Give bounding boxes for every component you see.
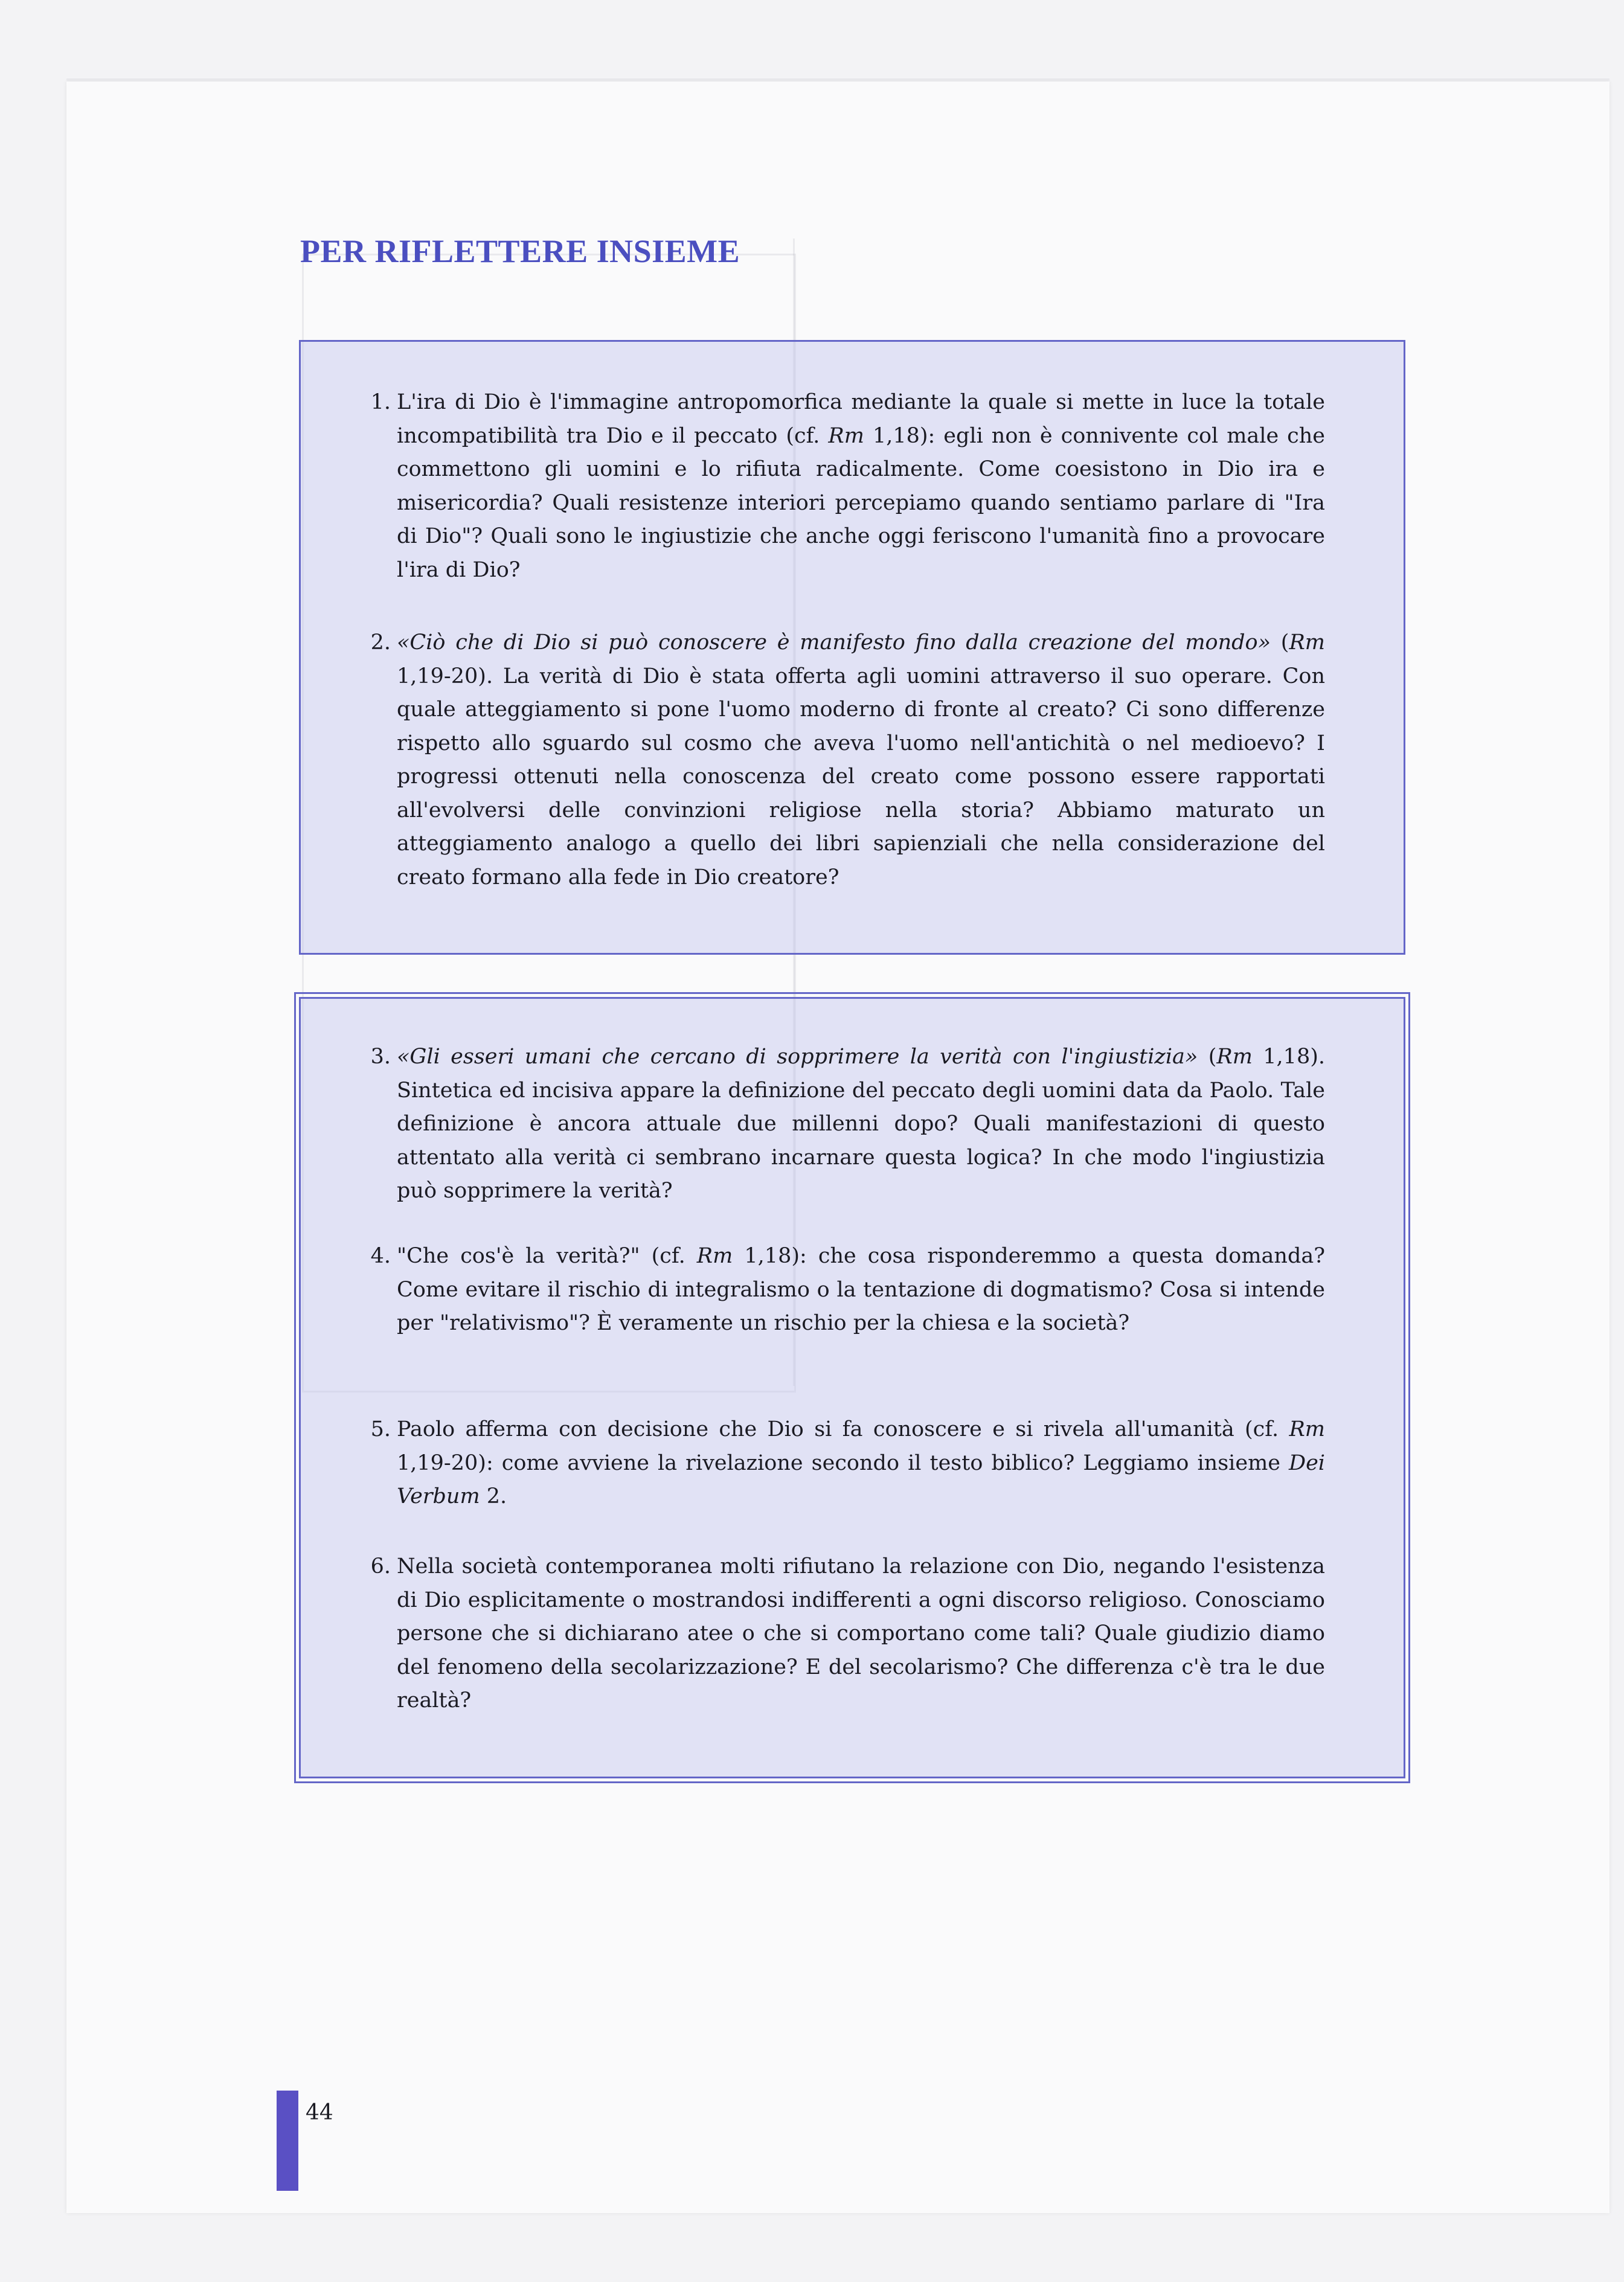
question-text: «Ciò che di Dio si può conoscere è manifesto fino dalla creazione del mondo» (Rm 1,19-20). La verità di Dio è stata offerta agli uomini attraverso il suo operare. Con quale atteggiamento si pone l'uomo moderno di fronte al creato? Ci sono differenze rispetto allo sguardo sul cosmo che aveva l'uomo nell'antichità o nel medioevo? I progressi ottenuti nella conoscenza del creato come possono essere rapportati all'evolversi delle convinzioni religiose nella storia? Abbiamo maturato un atteggiamento analogo a quello dei libri sapienziali che nella considerazione del creato formano alla fede in Dio creatore?: [397, 630, 1325, 889]
question-quote: «Ciò che di Dio si può conoscere è manifesto fino dalla creazione del mondo»: [397, 630, 1271, 655]
question-number: 6.: [370, 1554, 391, 1578]
question-5: [370, 1413, 1325, 1514]
question-text: Paolo afferma con decisione che Dio si fa conoscere e si rivela all'umanità (cf. Rm 1,19-20): come avviene la rivelazione secondo il testo biblico? Leggiamo insieme Dei Verbum 2.: [397, 1417, 1325, 1508]
question-number: 5.: [370, 1417, 391, 1441]
question-number: 4.: [370, 1244, 391, 1268]
question-number: 1.: [370, 390, 391, 414]
question-quote: «Gli esseri umani che cercano di sopprimere la verità con l'ingiustizia»: [397, 1045, 1198, 1069]
question-text: Nella società contemporanea molti rifiutano la relazione con Dio, negando l'esistenza di Dio esplicitamente o mostrandosi indifferenti a ogni discorso religioso. Conosciamo persone che si dichiarano atee o che si comportano come tali? Quale giudizio diamo del fenomeno della secolarizzazione? E del secolarismo? Che differenza c'è tra le due realtà?: [397, 1554, 1325, 1713]
question-number: 2.: [370, 630, 391, 655]
question-2: [370, 626, 1325, 894]
question-3: [370, 1040, 1325, 1208]
question-1: [370, 386, 1325, 587]
question-4: [370, 1240, 1325, 1341]
question-6: [370, 1550, 1325, 1718]
question-text: L'ira di Dio è l'immagine antropomorfica mediante la quale si mette in luce la totale incompatibilità tra Dio e il peccato (cf. Rm 1,18): egli non è connivente col male che commettono gli uomini e lo rifiuta radicalmente. Come coesistono in Dio ira e misericordia? Quali resistenze interiori percepiamo quando sentiamo parlare di "Ira di Dio"? Quali sono le ingiustizie che anche oggi feriscono l'umanità fino a provocare l'ira di Dio?: [397, 390, 1325, 582]
question-number: 3.: [370, 1045, 391, 1069]
section-heading: PER RIFLETTERE INSIEME: [300, 233, 740, 269]
question-text: "Che cos'è la verità?" (cf. Rm 1,18): che cosa risponderemmo a questa domanda? Come evitare il rischio di integralismo o la tentazione di dogmatismo? Cosa si intende per "relativismo"? È veramente un rischio per la chiesa e la società?: [397, 1244, 1325, 1335]
page-number: 44: [306, 2100, 333, 2125]
question-text: «Gli esseri umani che cercano di sopprimere la verità con l'ingiustizia» (Rm 1,18). Sintetica ed incisiva appare la definizione del peccato degli uomini data da Paolo. Tale definizione è ancora attuale due millenni dopo? Quali manifestazioni di questo attentato alla verità ci sembrano incarnare questa logica? In che modo l'ingiustizia può sopprimere la verità?: [397, 1045, 1325, 1203]
page-number-bar: [277, 2091, 298, 2191]
